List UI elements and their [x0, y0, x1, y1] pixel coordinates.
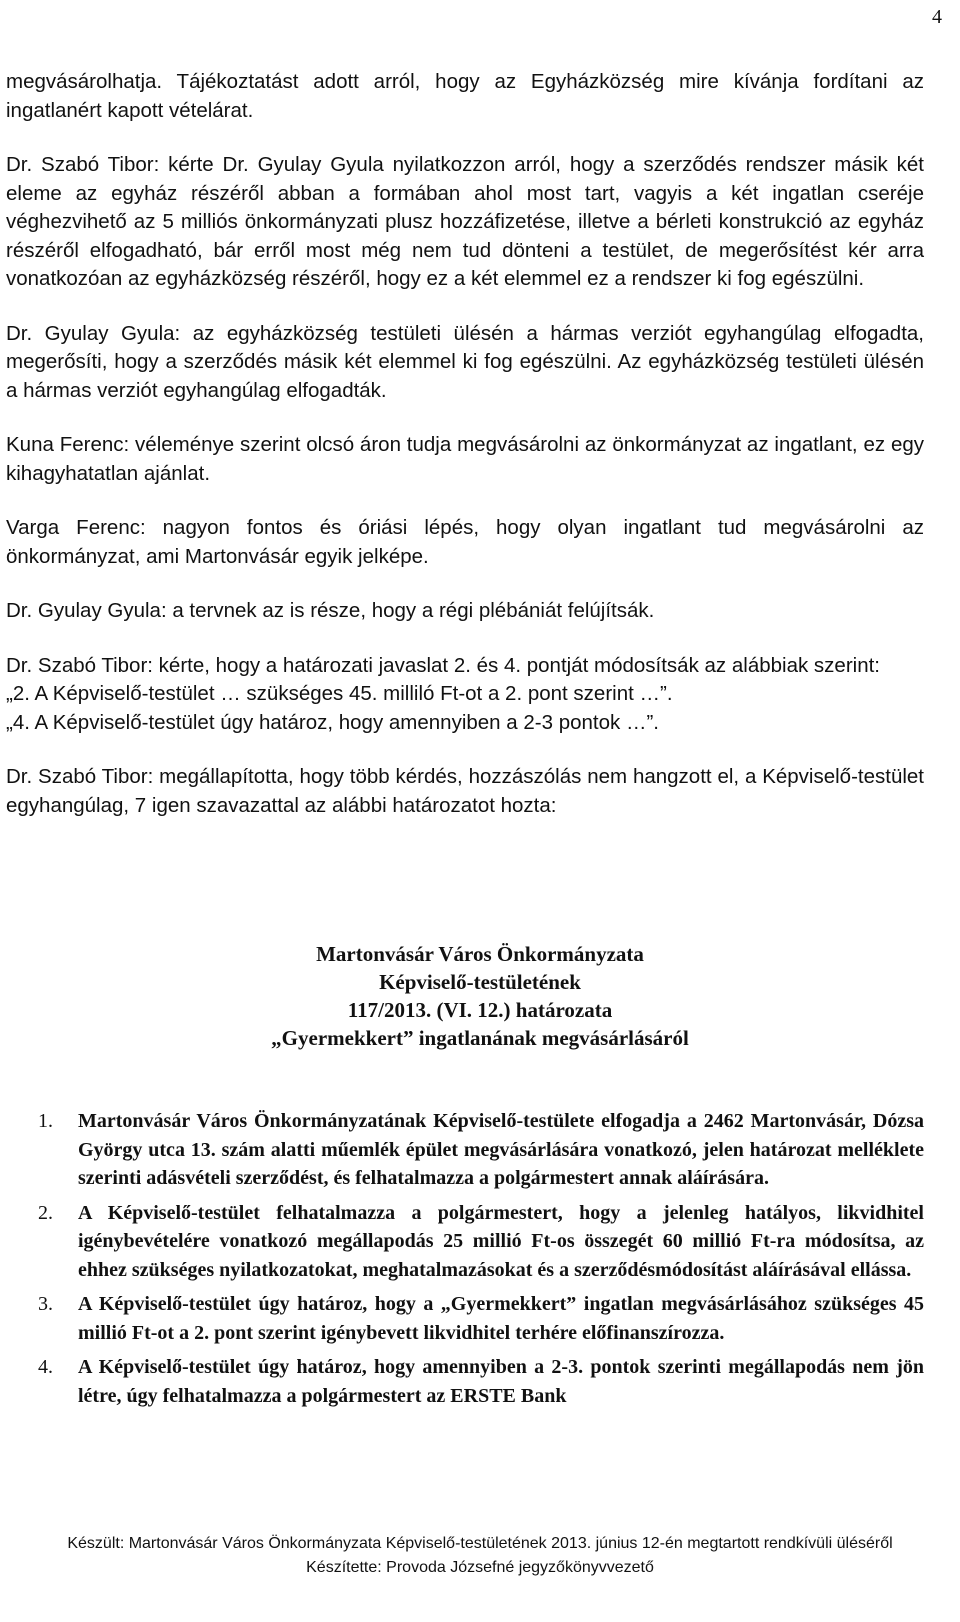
paragraph: Kuna Ferenc: véleménye szerint olcsó áron tudja megvásárolni az önkormányzat az ingatlant, ez egy kihagyhatatlan ajánlat.: [6, 433, 924, 485]
paragraph: Dr. Szabó Tibor: kérte Dr. Gyulay Gyula nyilatkozzon arról, hogy a szerződés rendszer másik két eleme az egyház részéről abban a formában ahol most tart, vagyis a két ingatlan cseréje véghezvihető az 5 milliós önkormányzati plusz hozzáfizetése, illetve a bérleti konstrukció az egyház részéről elfogadható, bár erről most még nem tud dönteni a testület, de megerősítést kér arra vonatkozóan az egyházközség részéről, hogy ez a két elemmel ez a rendszer ki fog egészülni.: [6, 153, 924, 290]
resolution-item-text: A Képviselő-testület úgy határoz, hogy a „Gyermekkert” ingatlan megvásárlásához szükséges 45 millió Ft-ot a 2. pont szerint igénybevett likvidhitel terhére előfinanszírozza.: [78, 1293, 924, 1344]
resolution-title-line: 117/2013. (VI. 12.) határozata: [347, 998, 613, 1022]
resolution-title-line: Martonvásár Város Önkormányzata: [316, 942, 644, 966]
paragraph: Dr. Szabó Tibor: kérte, hogy a határozati javaslat 2. és 4. pontját módosítsák az alábbiak szerint:: [6, 653, 880, 677]
quote-line: „2. A Képviselő-testület … szükséges 45. milliló Ft-ot a 2. pont szerint …”.: [6, 682, 673, 705]
resolution-item-number: 4.: [38, 1356, 53, 1378]
paragraph: Varga Ferenc: nagyon fontos és óriási lépés, hogy olyan ingatlant tud megvásárolni az önkormányzat, ami Martonvásár egyik jelképe.: [6, 516, 924, 568]
resolution-item-number: 3.: [38, 1293, 53, 1315]
resolution-item-text: A Képviselő-testület úgy határoz, hogy amennyiben a 2-3. pontok szerinti megállapodás nem jön létre, úgy felhatalmazza a polgármestert az ERSTE Bank: [78, 1356, 924, 1407]
paragraph: Dr. Gyulay Gyula: az egyházközség testületi ülésén a hármas verziót egyhangúlag elfogadta, megerősíti, hogy a szerződés másik két elemmel ki fog egészülni. Az egyházközség testületi ülésén a hármas verziót egyhangúlag elfogadták.: [6, 321, 924, 402]
resolution-title: [0, 940, 960, 1052]
paragraph: megvásárolhatja. Tájékoztatást adott arról, hogy az Egyházközség mire kívánja fordítani az ingatlanért kapott vételárat.: [6, 70, 924, 122]
resolution-item: [0, 1353, 924, 1410]
resolution-list: [0, 1107, 960, 1416]
minutes-body: [6, 68, 924, 846]
resolution-item: [0, 1107, 924, 1193]
page-footer: [0, 1532, 960, 1580]
resolution-title-line: „Gyermekkert” ingatlanának megvásárlásáról: [271, 1026, 689, 1050]
resolution-item-text: A Képviselő-testület felhatalmazza a polgármestert, hogy a jelenleg hatályos, likvidhitel igénybevételére vonatkozó megállapodás 25 millió Ft-os összegét 60 millió Ft-ra módosítsa, az ehhez szükséges nyilatkozatokat, meghatalmazásokat és a szerződésmódosítást aláírásával ellássa.: [78, 1201, 924, 1281]
page-number: 4: [932, 6, 942, 28]
resolution-title-line: Képviselő-testületének: [379, 970, 581, 994]
footer-line: Készült: Martonvásár Város Önkormányzata Képviselő-testületének 2013. június 12-én megtartott rendkívüli üléséről: [67, 1535, 893, 1552]
quote-line: „4. A Képviselő-testület úgy határoz, hogy amennyiben a 2-3 pontok …”.: [6, 710, 659, 734]
resolution-item: [0, 1199, 924, 1285]
footer-line: Készítette: Provoda Józsefné jegyzőkönyvvezető: [306, 1559, 654, 1576]
resolution-item-text: Martonvásár Város Önkormányzatának Képviselő-testülete elfogadja a 2462 Martonvásár, Dózsa György utca 13. szám alatti műemlék épület megvásárlására vonatkozó, jelen határozat melléklete szerinti adásvételi szerződést, és felhatalmazza a polgármestert annak aláírására.: [78, 1110, 924, 1189]
resolution-item: [0, 1290, 924, 1347]
closing-paragraph: Dr. Szabó Tibor: megállapította, hogy több kérdés, hozzászólás nem hangzott el, a Képviselő-testület egyhangúlag, 7 igen szavazattal az alábbi határozatot hozta:: [6, 765, 924, 817]
paragraph: Dr. Gyulay Gyula: a tervnek az is része, hogy a régi plébániát felújítsák.: [6, 599, 655, 622]
resolution-item-number: 1.: [38, 1110, 53, 1132]
resolution-item-number: 2.: [38, 1201, 53, 1224]
